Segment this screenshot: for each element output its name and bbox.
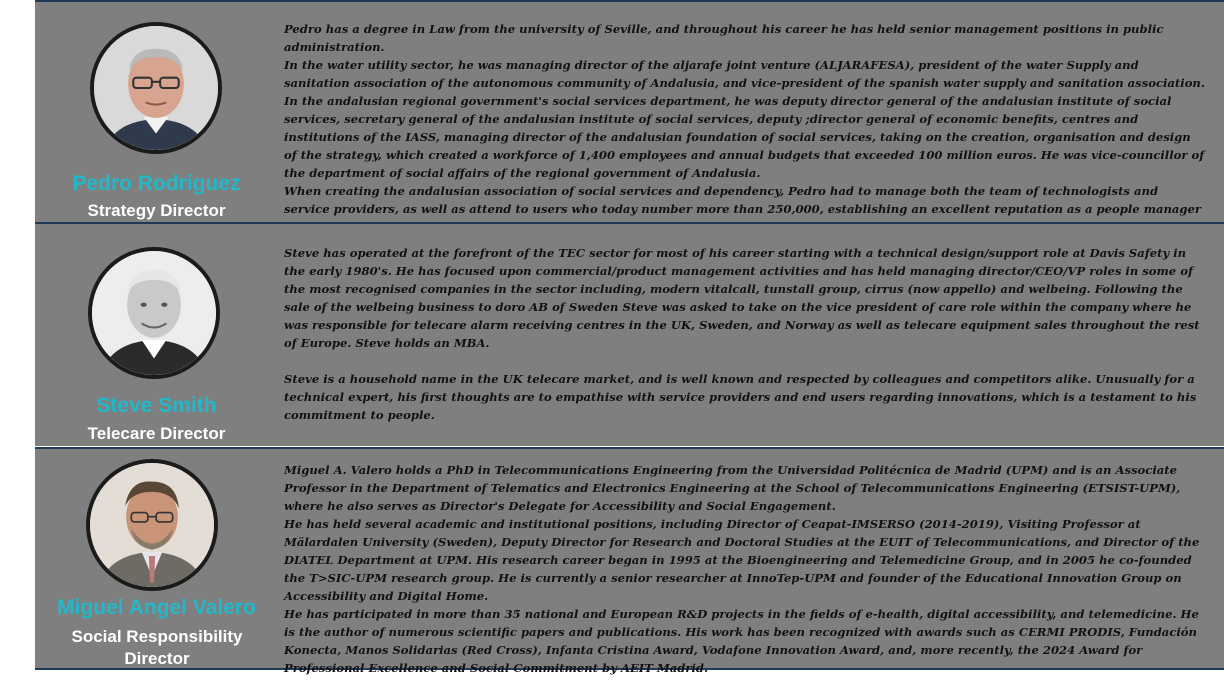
- person-bio: [284, 20, 1206, 236]
- profile-identity: [35, 224, 278, 446]
- person-role: Social Responsibility Director: [71, 627, 243, 668]
- person-bio: [284, 244, 1206, 424]
- person-role: Strategy Director: [87, 201, 226, 220]
- bio-paragraph: In the water utility sector, he was managing director of the aljarafe joint venture (ALJARAFESA), president of the water Supply and sanitation association of the autonomous community of Andalusia, and vice-president of the spanish water supply and sanitation association.: [284, 58, 1205, 90]
- bio-paragraph: He has participated in more than 35 national and European R&D projects in the fields of e-health, digital accessibility, and telemedicine. He is the author of numerous scientific papers and publications. His work has been recognized with awards such as CERMI PRODIS, Fundación Konecta, Manos Solidarias (Red Cross), Infanta Cristina Award, Vodafone Innovation Award, and, more recently, the 2024 Award for Professional Excellence and Social Commitment by AEIT Madrid.: [284, 607, 1199, 675]
- profile-card-steve: [35, 222, 1224, 446]
- bio-paragraph: Steve has operated at the forefront of the TEC sector for most of his career starting with a technical design/support role at Davis Safety in the early 1980's. He has focused upon commercial/product management activities and has held managing director/CEO/VP roles in some of the most recognised companies in the sector including, modern vitalcall, tunstall group, cirrus (now appello) and welbeing. Following the sale of the welbeing business to doro AB of Sweden Steve was asked to take on the vice president of care role within the company where he was responsible for telecare alarm receiving centres in the UK, Sweden, and Norway as well as telecare equipment sales throughout the rest of Europe. Steve holds an MBA.: [284, 246, 1200, 350]
- person-name: Pedro Rodriguez: [72, 172, 241, 195]
- avatar: [90, 22, 222, 154]
- bio-paragraph: He has held several academic and institutional positions, including Director of Ceapat-IMSERSO (2014-2019), Visiting Professor at Mälardalen University (Sweden), Deputy Director for Research and Doctoral Studies at the EUIT of Telecommunications, and Director of the DIATEL Department at UPM. His research career began in 1995 at the Bioengineering and Telemedicine Group, and in 2005 he co-founded the T>SIC-UPM research group. He is currently a senior researcher at InnoTep-UPM and founder of the Educational Innovation Group on Accessibility and Digital Home.: [284, 517, 1200, 603]
- profile-card-pedro: [35, 0, 1224, 222]
- bio-paragraph: Miguel A. Valero holds a PhD in Telecommunications Engineering from the Universidad Politécnica de Madrid (UPM) and is an Associate Professor in the Department of Telematics and Electronics Engineering at the School of Telecommunications Engineering (ETSIST-UPM), where he also serves as Director's Delegate for Accessibility and Social Engagement.: [284, 463, 1181, 513]
- avatar: [86, 459, 218, 591]
- portrait-steve: [92, 251, 216, 375]
- person-name: Miguel Angel Valero: [57, 596, 256, 619]
- profile-identity: [35, 449, 278, 668]
- person-name: Steve Smith: [96, 394, 217, 417]
- bio-paragraph: When creating the andalusian association of social services and dependency, Pedro had to manage both the team of technologists and service providers, as well as attend to users who today number more than 250,000, establishing an excellent reputation as a people manager: [284, 184, 1202, 216]
- portrait-pedro: [94, 26, 218, 150]
- bio-paragraph: In the andalusian regional government's social services department, he was deputy director general of the andalusian institute of social services, secretary general of the andalusian institute of social services, deputy ;director general of economic benefits, centres and institutions of the IASS, managing director of the andalusian foundation of social services, taking on the creation, organisation and design of the strategy, which created a workforce of 1,400 employees and annual budgets that exceeded 100 million euros. He was vice-councillor of the department of social affairs of the regional government of Andalusia.: [284, 94, 1205, 180]
- person-role: Telecare Director: [87, 424, 226, 443]
- bio-paragraph: Steve is a household name in the UK telecare market, and is well known and respected by colleagues and competitors alike. Unusually for a technical expert, his first thoughts are to empathise with service providers and end users regarding innovations, which is a testament to his commitment to people.: [284, 372, 1197, 422]
- bio-paragraph: Pedro has a degree in Law from the university of Seville, and throughout his career he has held senior management positions in public administration.: [284, 22, 1164, 54]
- profile-card-miguel: [35, 447, 1224, 675]
- person-bio: [284, 461, 1206, 677]
- portrait-miguel: [90, 463, 214, 587]
- profile-identity: [35, 2, 278, 222]
- avatar: [88, 247, 220, 379]
